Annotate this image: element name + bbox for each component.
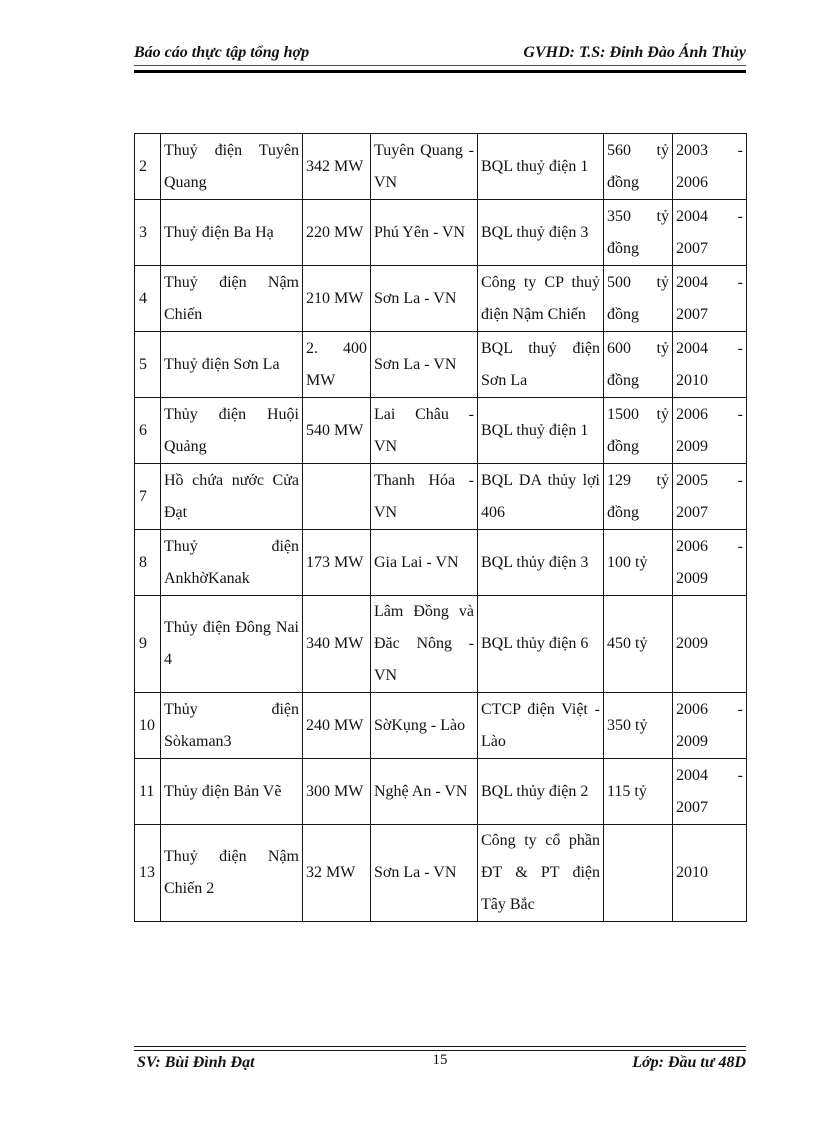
- cell-no: 8: [135, 530, 161, 596]
- footer-student: SV: Bùi Đình Đạt: [137, 1054, 255, 1071]
- table-row: [135, 134, 747, 200]
- cell-manager: Công ty CP thuỷ điện Nậm Chiến: [478, 266, 604, 332]
- cell-years: 2006 - 2009: [673, 530, 747, 596]
- cell-no: 3: [135, 200, 161, 266]
- cell-location: SờKụng - Lào: [371, 693, 478, 759]
- cell-location: Sơn La - VN: [371, 825, 478, 922]
- cell-manager: BQL thủy điện 6: [478, 596, 604, 693]
- cell-location: Lai Châu - VN: [371, 398, 478, 464]
- table-row: [135, 266, 747, 332]
- cell-name: Thuỷ điện Nậm Chiến 2: [161, 825, 303, 922]
- cell-name: Thuỷ điện AnkhờKanak: [161, 530, 303, 596]
- cell-no: 11: [135, 759, 161, 825]
- cell-name: Hồ chứa nước Cửa Đạt: [161, 464, 303, 530]
- cell-years: 2004 - 2010: [673, 332, 747, 398]
- cell-cost: 560 tỷ đồng: [604, 134, 673, 200]
- cell-years: 2009: [673, 596, 747, 693]
- projects-table-body: [135, 134, 747, 922]
- table-row: [135, 825, 747, 922]
- cell-manager: BQL thủy điện 3: [478, 530, 604, 596]
- cell-manager: Công ty cổ phần ĐT & PT điện Tây Bắc: [478, 825, 604, 922]
- cell-capacity: 300 MW: [303, 759, 371, 825]
- cell-years: 2006 - 2009: [673, 398, 747, 464]
- cell-cost: 350 tỷ: [604, 693, 673, 759]
- cell-manager: BQL thuỷ điện 1: [478, 134, 604, 200]
- cell-capacity: 32 MW: [303, 825, 371, 922]
- cell-manager: BQL DA thủy lợi 406: [478, 464, 604, 530]
- projects-table: [134, 133, 747, 922]
- table-row: [135, 200, 747, 266]
- cell-name: Thuỷ điện Nậm Chiến: [161, 266, 303, 332]
- table-row: [135, 530, 747, 596]
- cell-capacity: 340 MW: [303, 596, 371, 693]
- cell-name: Thuỷ điện Ba Hạ: [161, 200, 303, 266]
- cell-name: Thuỷ điện Tuyên Quang: [161, 134, 303, 200]
- cell-capacity: 220 MW: [303, 200, 371, 266]
- cell-manager: BQL thuỷ điện Sơn La: [478, 332, 604, 398]
- cell-years: 2010: [673, 825, 747, 922]
- header-rule: [134, 65, 746, 73]
- cell-years: 2004 - 2007: [673, 759, 747, 825]
- cell-cost: 450 tỷ: [604, 596, 673, 693]
- cell-name: Thủy điện Bản Vẽ: [161, 759, 303, 825]
- cell-name: Thuỷ điện Sơn La: [161, 332, 303, 398]
- cell-manager: BQL thuỷ điện 1: [478, 398, 604, 464]
- cell-no: 7: [135, 464, 161, 530]
- cell-cost: 1500 tỷ đồng: [604, 398, 673, 464]
- footer-class: Lớp: Đầu tư 48D: [632, 1054, 746, 1071]
- table-row: [135, 759, 747, 825]
- table-row: [135, 693, 747, 759]
- cell-cost: [604, 825, 673, 922]
- cell-cost: 115 tỷ: [604, 759, 673, 825]
- cell-years: 2004 - 2007: [673, 200, 747, 266]
- cell-name: Thủy điện Huội Quảng: [161, 398, 303, 464]
- cell-capacity: 2. 400 MW: [303, 332, 371, 398]
- cell-cost: 100 tỷ: [604, 530, 673, 596]
- cell-years: 2006 - 2009: [673, 693, 747, 759]
- cell-location: Gia Lai - VN: [371, 530, 478, 596]
- cell-manager: BQL thuỷ điện 3: [478, 200, 604, 266]
- cell-name: Thủy điện Sòkaman3: [161, 693, 303, 759]
- table-row: [135, 398, 747, 464]
- cell-capacity: 342 MW: [303, 134, 371, 200]
- cell-no: 4: [135, 266, 161, 332]
- cell-years: 2004 - 2007: [673, 266, 747, 332]
- cell-name: Thủy điện Đông Nai 4: [161, 596, 303, 693]
- cell-no: 5: [135, 332, 161, 398]
- page-header: [134, 44, 746, 62]
- header-left-title: Báo cáo thực tập tổng hợp: [134, 44, 310, 61]
- table-row: [135, 464, 747, 530]
- page-footer: [134, 1052, 746, 1076]
- cell-cost: 129 tỷ đồng: [604, 464, 673, 530]
- cell-location: Phú Yên - VN: [371, 200, 478, 266]
- header-right-title: GVHD: T.S: Đinh Đào Ánh Thủy: [523, 44, 746, 61]
- cell-cost: 600 tỷ đồng: [604, 332, 673, 398]
- cell-location: Nghệ An - VN: [371, 759, 478, 825]
- cell-location: Sơn La - VN: [371, 332, 478, 398]
- cell-no: 6: [135, 398, 161, 464]
- cell-manager: BQL thủy điện 2: [478, 759, 604, 825]
- footer-rule: [134, 1046, 746, 1051]
- cell-years: 2005 - 2007: [673, 464, 747, 530]
- cell-location: Sơn La - VN: [371, 266, 478, 332]
- page-number: 15: [432, 1052, 448, 1068]
- cell-capacity: [303, 464, 371, 530]
- cell-location: Thanh Hóa - VN: [371, 464, 478, 530]
- cell-no: 2: [135, 134, 161, 200]
- cell-location: Lâm Đồng và Đăc Nông - VN: [371, 596, 478, 693]
- table-row: [135, 596, 747, 693]
- cell-capacity: 210 MW: [303, 266, 371, 332]
- cell-manager: CTCP điện Việt - Lào: [478, 693, 604, 759]
- cell-cost: 500 tỷ đồng: [604, 266, 673, 332]
- cell-capacity: 540 MW: [303, 398, 371, 464]
- cell-location: Tuyên Quang - VN: [371, 134, 478, 200]
- table-row: [135, 332, 747, 398]
- cell-years: 2003 - 2006: [673, 134, 747, 200]
- cell-no: 13: [135, 825, 161, 922]
- cell-capacity: 173 MW: [303, 530, 371, 596]
- cell-capacity: 240 MW: [303, 693, 371, 759]
- cell-no: 9: [135, 596, 161, 693]
- cell-no: 10: [135, 693, 161, 759]
- cell-cost: 350 tỷ đồng: [604, 200, 673, 266]
